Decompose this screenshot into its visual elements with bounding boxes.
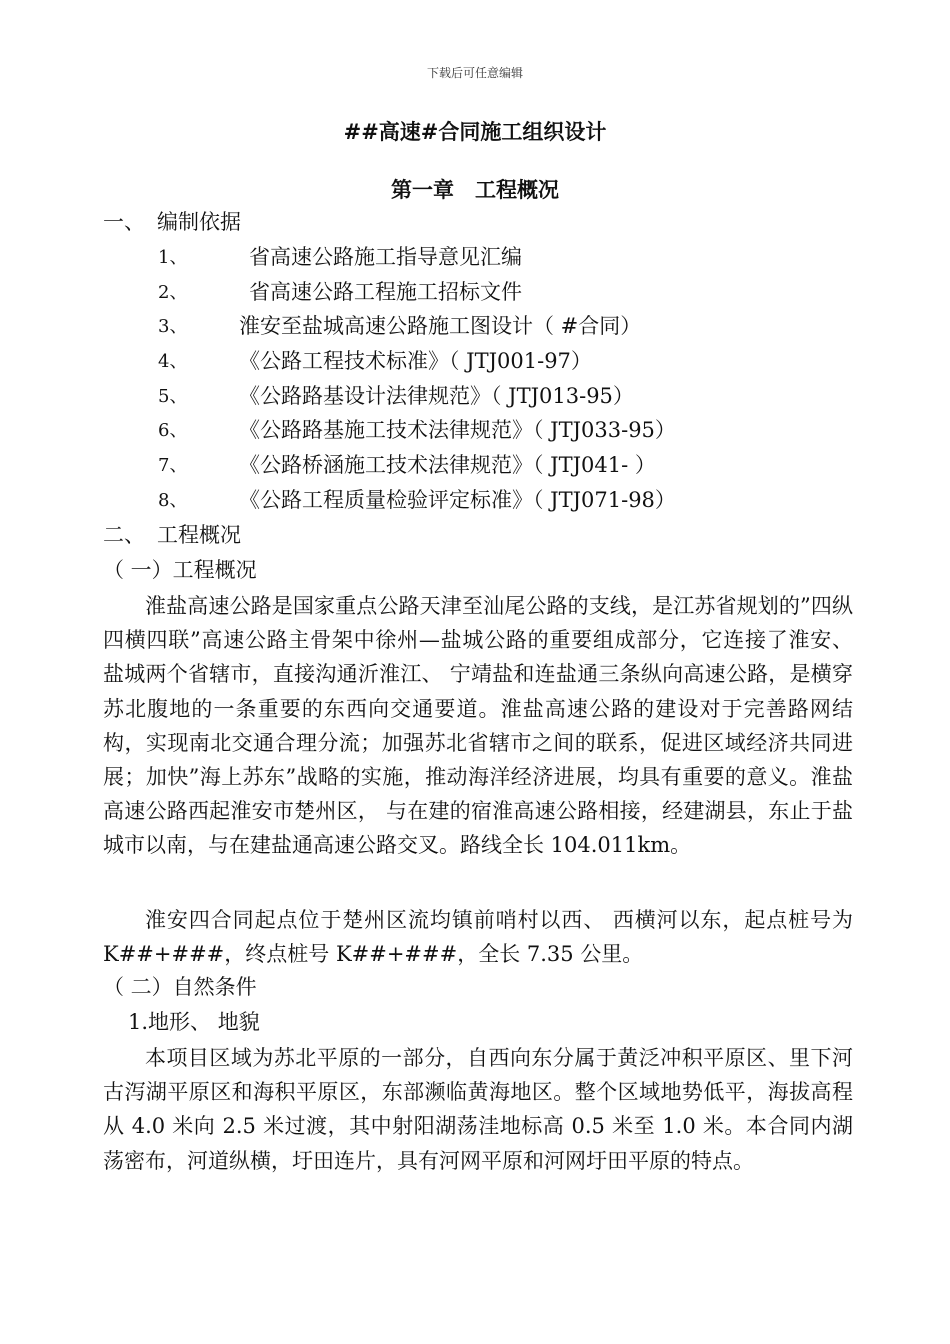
- section-heading-basis: [103, 207, 241, 237]
- section-number: 二、: [103, 523, 145, 547]
- list-item-text: 《公路工程技术标准》（ JTJ001-97）: [239, 349, 592, 373]
- list-item-number: 6、: [158, 420, 188, 441]
- list-item-number: 8、: [158, 490, 188, 511]
- list-item-number: 5、: [158, 386, 188, 407]
- header-note: 下载后可任意编辑: [426, 66, 523, 80]
- subsection-item-heading: 1.地形、 地貌: [128, 1010, 260, 1034]
- body-paragraph: 本项目区域为苏北平原的一部分，自西向东分属于黄泛冲积平原区、里下河古泻湖平原区和海积平原区，东部濒临黄海地区。整个区域地势低平，海拔高程从 4.0 米向 2.5 米过渡，其中射阳湖荡洼地标高 0.5 米至 1.0 米。本合同内湖荡密布，河道纵横，圩田连片，具有河网平原和河网圩田平原的特点。: [103, 1046, 853, 1173]
- subsection-heading: （ 一）工程概况: [103, 558, 257, 582]
- section-label: 编制依据: [157, 210, 241, 234]
- list-item-text: 《公路路基设计法律规范》（ JTJ013-95）: [239, 384, 634, 408]
- list-item-number: 2、: [158, 282, 188, 303]
- body-paragraph: 淮盐高速公路是国家重点公路天津至汕尾公路的支线，是江苏省规划的”四纵四横四联”高速公路主骨架中徐州—盐城公路的重要组成部分，它连接了淮安、 盐城两个省辖市，直接沟通沂淮江、 宁靖盐和连盐通三条纵向高速公路，是横穿苏北腹地的一条重要的东西向交通要道。淮盐高速公路的建设对于完善路网结构，实现南北交通合理分流；加强苏北省辖市之间的联系，促进区域经济共同进展；加快”海上苏东”战略的实施，推动海洋经济进展，均具有重要的意义。淮盐高速公路西起淮安市楚州区， 与在建的宿淮高速公路相接，经建湖县，东止于盐城市以南，与在建盐通高速公路交叉。路线全长 104.011km。: [103, 594, 853, 858]
- section-label: 工程概况: [157, 523, 241, 547]
- list-item-text: 《公路路基施工技术法律规范》（ JTJ033-95）: [239, 418, 676, 442]
- section-heading-overview: [103, 520, 241, 550]
- list-item-number: 7、: [158, 455, 188, 476]
- body-paragraph: 淮安四合同起点位于楚州区流均镇前哨村以西、 西横河以东，起点桩号为 K##+###，终点桩号 K##+###，全长 7.35 公里。: [103, 908, 853, 967]
- list-item-number: 1、: [158, 247, 188, 268]
- document-title: ##高速#合同施工组织设计: [343, 120, 607, 144]
- list-item-text: 《公路工程质量检验评定标准》（ JTJ071-98）: [239, 488, 676, 512]
- subsection-heading: （ 二）自然条件: [103, 975, 257, 999]
- chapter-title: 第一章 工程概况: [391, 178, 559, 202]
- list-item-text: 《公路桥涵施工技术法律规范》（ JTJ041- ）: [239, 453, 656, 477]
- list-item-text: 省高速公路工程施工招标文件: [249, 280, 522, 304]
- list-item-number: 4、: [158, 351, 188, 372]
- section-number: 一、: [103, 210, 145, 234]
- list-item-number: 3、: [158, 316, 188, 337]
- list-item-text: 淮安至盐城高速公路施工图设计（ #合同）: [239, 314, 642, 338]
- list-item-text: 省高速公路施工指导意见汇编: [249, 245, 522, 269]
